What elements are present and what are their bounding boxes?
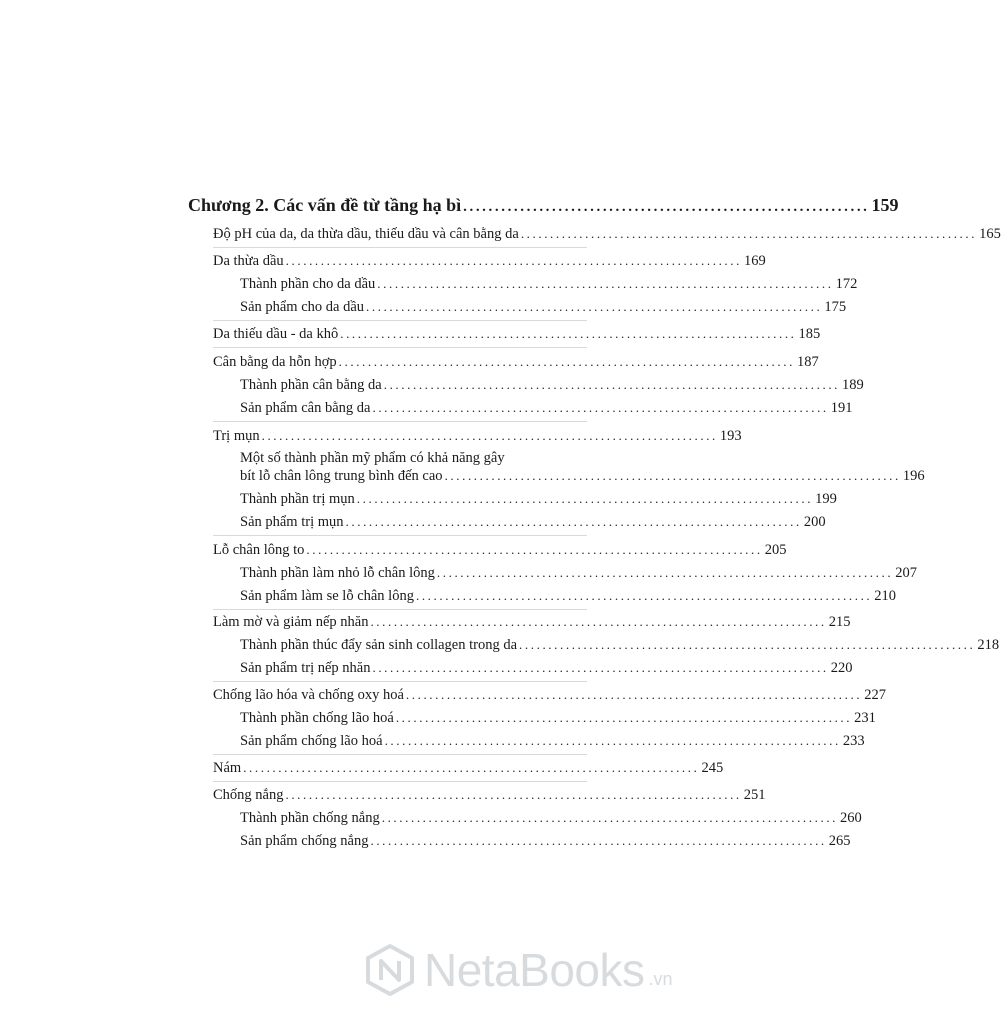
entry-page-number: 260: [840, 810, 862, 826]
dot-leader: ..............................................................................: [383, 377, 841, 392]
toc-subentry: [240, 275, 858, 293]
dot-leader: ..............................................................................: [520, 226, 978, 241]
entry-page-number: 245: [701, 760, 724, 776]
toc-subentry: [240, 587, 897, 605]
entry-page-number: 207: [895, 565, 917, 581]
entry-title: Da thiếu dầu - da khô: [213, 326, 339, 342]
entry-title: Làm mờ và giảm nếp nhăn: [213, 614, 369, 630]
entry-title: Sản phẩm trị nếp nhăn: [240, 660, 371, 676]
entry-title: Độ pH của da, da thừa dầu, thiếu dầu và cân bằng da: [213, 226, 519, 242]
entry-title: Một số thành phần mỹ phẩm có khả năng gây: [240, 450, 505, 466]
dot-leader: ..............................................................................: [338, 354, 795, 369]
dot-leader: ..............................................................................: [243, 760, 700, 775]
entry-page-number: 165: [979, 226, 1001, 242]
entry-title: Thành phần cân bằng da: [240, 377, 382, 393]
entry-page-number: 233: [842, 733, 865, 749]
entry-page-number: 231: [854, 710, 876, 726]
toc-entry: [213, 252, 766, 270]
entry-title: Sản phẩm cân bằng da: [240, 400, 371, 416]
toc-entry: [213, 225, 1001, 243]
toc-subentry: [240, 564, 917, 582]
section-divider: [213, 609, 587, 610]
dot-leader: ..............................................................................: [372, 400, 829, 415]
dot-leader: ..............................................................................: [261, 428, 718, 443]
entry-page-number: 251: [743, 787, 766, 803]
section-divider: [213, 781, 587, 782]
dot-leader: ..............................................................................: [370, 614, 827, 629]
watermark-suffix: .vn: [648, 968, 673, 989]
section-divider: [213, 320, 587, 321]
neta-logo-icon: [364, 944, 416, 996]
toc-subentry-line: [240, 449, 505, 467]
entry-title: Thành phần chống lão hoá: [240, 710, 394, 726]
entry-title: Thành phần cho da dầu: [240, 276, 376, 292]
dot-leader: ..............................................................................: [356, 491, 814, 506]
entry-page-number: 196: [902, 468, 925, 484]
entry-page-number: 175: [824, 299, 847, 315]
dot-leader: ..............................................................................: [285, 253, 742, 268]
dot-leader: ..............................................................................: [306, 542, 763, 557]
dot-leader: ................................................................: [463, 199, 870, 215]
entry-page-number: 187: [796, 354, 819, 370]
section-divider: [213, 754, 587, 755]
toc-subentry: [240, 490, 837, 508]
entry-page-number: 200: [803, 514, 826, 530]
entry-title: Sản phẩm làm se lỗ chân lông: [240, 588, 414, 604]
toc-subentry: [240, 298, 847, 316]
entry-page-number: 215: [828, 614, 851, 630]
toc-subentry: [240, 399, 853, 417]
entry-page-number: 185: [798, 326, 821, 342]
dot-leader: ..............................................................................: [340, 326, 797, 341]
entry-page-number: 265: [828, 833, 851, 849]
entry-page-number: 189: [842, 377, 864, 393]
dot-leader: ..............................................................................: [372, 660, 829, 675]
entry-title: Thành phần chống nắng: [240, 810, 380, 826]
dot-leader: ..............................................................................: [395, 710, 853, 725]
entry-page-number: 191: [830, 400, 853, 416]
dot-leader: ..............................................................................: [370, 833, 827, 848]
toc-subentry: [240, 513, 826, 531]
entry-title: Lỗ chân lông to: [213, 542, 305, 558]
toc-entry: [213, 541, 787, 559]
chapter-title: Chương 2. Các vấn đề từ tầng hạ bì: [188, 195, 462, 215]
entry-page-number: 218: [977, 637, 1000, 653]
entry-title: Sản phẩm cho da dầu: [240, 299, 365, 315]
toc-entry: [213, 686, 886, 704]
toc-subentry: [240, 376, 864, 394]
toc-entry: [213, 325, 821, 343]
toc-entry: [213, 427, 742, 445]
entry-title: Cân bằng da hỗn hợp: [213, 354, 337, 370]
dot-leader: ..............................................................................: [405, 687, 863, 702]
entry-page-number: 210: [874, 588, 897, 604]
entry-title: Nám: [213, 760, 242, 776]
chapter-page-number: 159: [871, 195, 899, 215]
entry-page-number: 193: [719, 428, 742, 444]
entry-page-number: 172: [835, 276, 858, 292]
dot-leader: ..............................................................................: [384, 733, 841, 748]
toc-subentry: [240, 732, 865, 750]
toc-subentry: [240, 809, 862, 827]
toc-entry: [213, 353, 819, 371]
entry-title: Thành phần làm nhỏ lỗ chân lông: [240, 565, 435, 581]
dot-leader: ..............................................................................: [377, 276, 834, 291]
entry-page-number: 199: [815, 491, 837, 507]
toc-chapter-heading: [188, 194, 899, 218]
entry-page-number: 205: [764, 542, 787, 558]
dot-leader: ..............................................................................: [444, 468, 901, 483]
section-divider: [213, 347, 587, 348]
entry-title: Sản phẩm chống nắng: [240, 833, 369, 849]
dot-leader: ..............................................................................: [415, 588, 873, 603]
entry-title: Thành phần trị mụn: [240, 491, 355, 507]
dot-leader: ..............................................................................: [345, 514, 802, 529]
toc-subentry: [240, 659, 853, 677]
entry-title: bít lỗ chân lông trung bình đến cao: [240, 468, 443, 484]
entry-title: Da thừa dầu: [213, 253, 284, 269]
section-divider: [213, 681, 587, 682]
dot-leader: ..............................................................................: [366, 299, 823, 314]
entry-page-number: 220: [830, 660, 853, 676]
entry-title: Chống lão hóa và chống oxy hoá: [213, 687, 404, 703]
toc-entry: [213, 786, 766, 804]
entry-title: Sản phẩm chống lão hoá: [240, 733, 383, 749]
dot-leader: ..............................................................................: [436, 565, 894, 580]
entry-page-number: 227: [864, 687, 886, 703]
toc-subentry: [240, 467, 925, 485]
netabooks-watermark: [364, 943, 684, 997]
entry-page-number: 169: [743, 253, 766, 269]
entry-title: Chống nắng: [213, 787, 284, 803]
entry-title: Thành phần thúc đẩy sản sinh collagen trong da: [240, 637, 518, 653]
entry-title: Trị mụn: [213, 428, 260, 444]
toc-subentry: [240, 636, 1000, 654]
section-divider: [213, 421, 587, 422]
watermark-brand: NetaBooks: [424, 944, 645, 996]
dot-leader: ..............................................................................: [519, 637, 976, 652]
toc-subentry: [240, 709, 876, 727]
toc-subentry: [240, 832, 851, 850]
toc-entry: [213, 759, 724, 777]
section-divider: [213, 247, 587, 248]
dot-leader: ..............................................................................: [381, 810, 839, 825]
entry-title: Sản phẩm trị mụn: [240, 514, 344, 530]
section-divider: [213, 535, 587, 536]
dot-leader: ..............................................................................: [285, 787, 742, 802]
toc-entry: [213, 613, 851, 631]
